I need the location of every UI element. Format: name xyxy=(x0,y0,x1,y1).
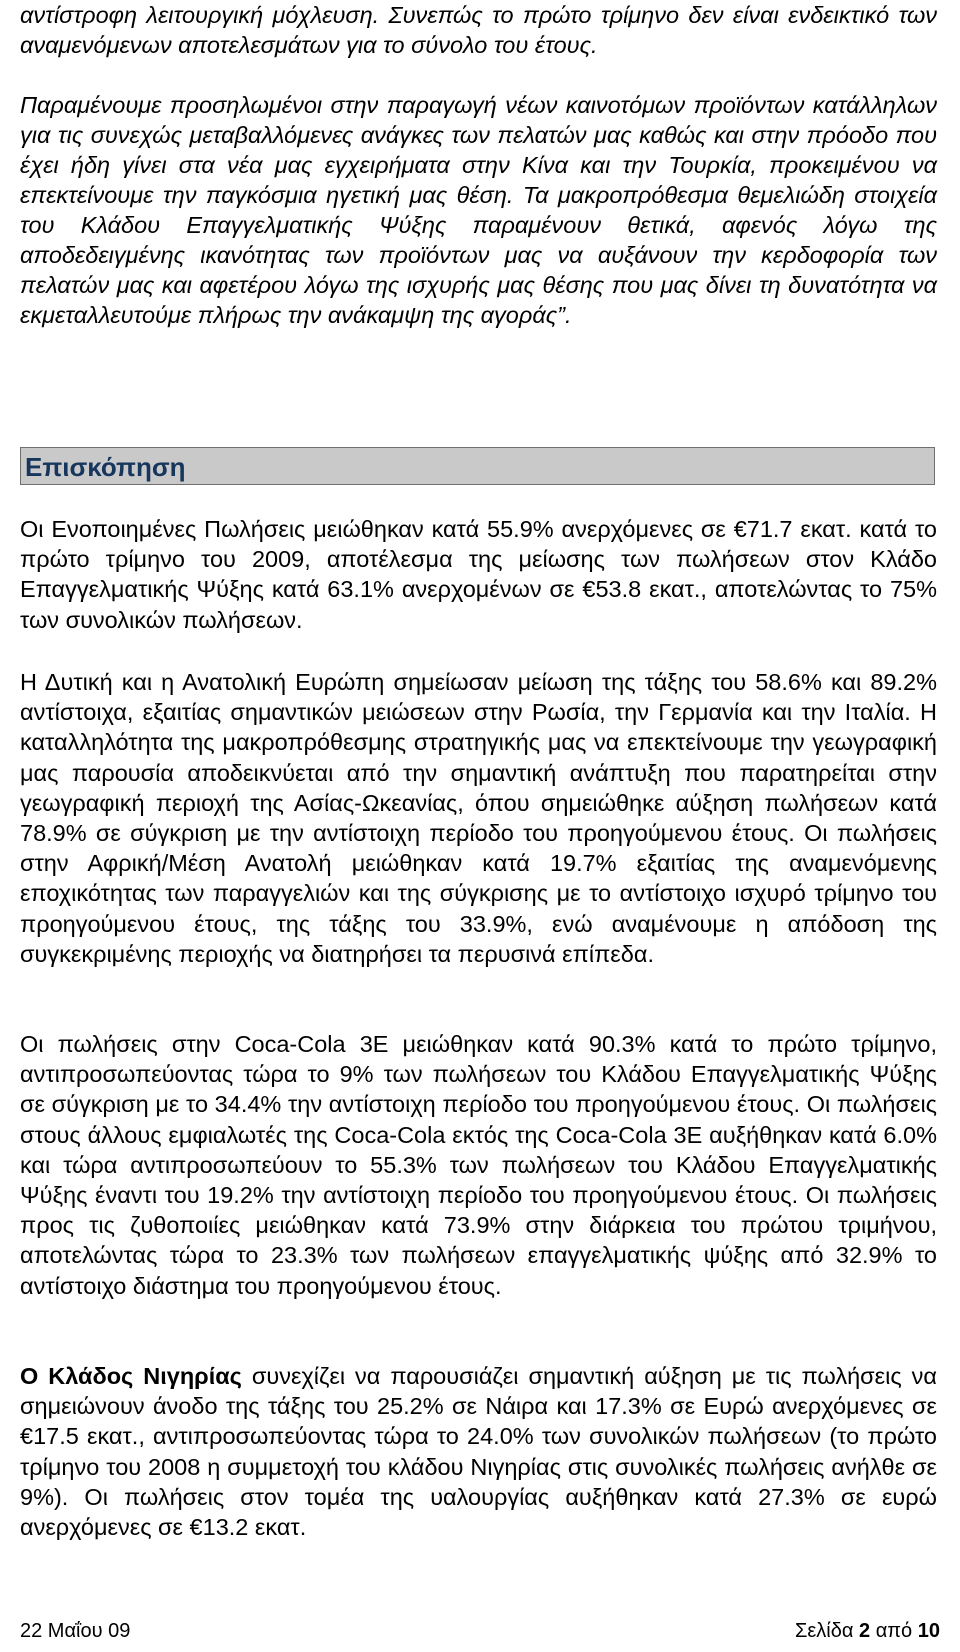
body-paragraph-4 xyxy=(20,1361,937,1542)
footer-page-mid: από xyxy=(870,1620,918,1642)
section-heading-bar xyxy=(20,447,935,485)
section-title: Επισκόπηση xyxy=(25,452,186,482)
body-paragraph-1: Οι Ενοποιημένες Πωλήσεις μειώθηκαν κατά 55.9% ανερχόμενες σε €71.7 εκατ. κατά το πρώτο τρίμηνο του 2009, αποτέλεσμα της μείωσης των πωλήσεων στον Κλάδο Επαγγελματικής Ψύξης κατά 63.1% ανερχομένων σε €53.8 εκατ., αποτελώντας το 75% των συνολικών πωλήσεων. xyxy=(20,516,937,633)
body-paragraph-2: Η Δυτική και η Ανατολική Ευρώπη σημείωσαν μείωση της τάξης του 58.6% και 89.2% αντίστοιχα, εξαιτίας σημαντικών μειώσεων στην Ρωσία, την Γερμανία και την Ιταλία. Η καταλληλότητα της μακροπρόθεσμης στρατηγικής μας να επεκτείνουμε την γεωγραφική μας παρουσία αποδεικνύεται από την σημαντική ανάπτυξη που παρατηρείται στην γεωγραφική περιοχή της Ασίας-Ωκεανίας, όπου σημειώθηκε αύξηση πωλήσεων κατά 78.9% σε σύγκριση με την αντίστοιχη περίοδο του προηγούμενου έτους. Οι πωλήσεις στην Αφρική/Μέση Ανατολή μειώθηκαν κατά 19.7% εξαιτίας της αναμενόμενης εποχικότητας των παραγγελιών και της σύγκρισης με το αντίστοιχο ισχυρό τρίμηνο του προηγούμενου έτους, της τάξης του 33.9%, ενώ αναμένουμε η απόδοση της συγκεκριμένης περιοχής να διατηρήσει τα περυσινά επίπεδα. xyxy=(20,669,937,967)
body-paragraph-4-text: συνεχίζει να παρουσιάζει σημαντική αύξηση με τις πωλήσεις να σημειώνουν άνοδο της τάξης του 25.2% σε Νάιρα και 17.3% σε Ευρώ ανερχόμενες σε €17.5 εκατ., αντιπροσωπεύοντας τώρα το 24.0% των συνολικών πωλήσεων (το πρώτο τρίμηνο του 2008 η συμμετοχή του κλάδου Νιγηρίας στις συνολικές πωλήσεις ανήλθε σε 9%). Οι πωλήσεις στον τομέα της υαλουργίας αυξήθηκαν κατά 27.3% σε ευρώ ανερχόμενες σε €13.2 εκατ. xyxy=(20,1363,937,1541)
footer-page-total: 10 xyxy=(917,1620,940,1642)
document-page xyxy=(20,0,937,1541)
footer-page-prefix: Σελίδα xyxy=(795,1620,860,1642)
footer-date: 22 Μαΐου 09 xyxy=(20,1620,131,1642)
quote-paragraph-2: Παραμένουμε προσηλωμένοι στην παραγωγή νέων καινοτόμων προϊόντων κατάλληλων για τις συνεχώς μεταβαλλόμενες ανάγκες των πελατών μας καθώς και στην πρόοδο που έχει ήδη γίνει στα νέα μας εγχειρήματα στην Κίνα και την Τουρκία, προκειμένου να επεκτείνουμε την παγκόσμια ηγετική μας θέση. Τα μακροπρόθεσμα θεμελιώδη στοιχεία του Κλάδου Επαγγελματικής Ψύξης παραμένουν θετικά, αφενός λόγω της αποδεδειγμένης ικανότητας των προϊόντων μας να αυξάνουν την κερδοφορία των πελατών μας και αφετέρου λόγω της ισχυρής μας θέσης που μας δίνει τη δυνατότητα να εκμεταλλευτούμε πλήρως την ανάκαμψη της αγοράς”. xyxy=(20,92,937,328)
footer-page-number xyxy=(795,1618,940,1644)
footer-page-current: 2 xyxy=(859,1620,871,1642)
body-paragraph-3: Οι πωλήσεις στην Coca-Cola 3E μειώθηκαν κατά 90.3% κατά το πρώτο τρίμηνο, αντιπροσωπεύοντας τώρα το 9% των πωλήσεων του Κλάδου Επαγγελματικής Ψύξης σε σύγκριση με το 34.4% την αντίστοιχη περίοδο του προηγούμενου έτους. Οι πωλήσεις στους άλλους εμφιαλωτές της Coca-Cola εκτός της Coca-Cola 3E αυξήθηκαν κατά 6.0% και τώρα αντιπροσωπεύουν το 55.3% των πωλήσεων του Κλάδου Επαγγελματικής Ψύξης έναντι του 19.2% την αντίστοιχη περίοδο του προηγούμενου έτους. Οι πωλήσεις προς τις ζυθοποιίες μειώθηκαν κατά 73.9% στην διάρκεια του πρώτου τριμήνου, αποτελώντας τώρα το 23.3% των πωλήσεων επαγγελματικής ψύξης από 32.9% το αντίστοιχο διάστημα του προηγούμενου έτους. xyxy=(20,1031,937,1299)
quote-paragraph-1: αντίστροφη λειτουργική μόχλευση. Συνεπώς το πρώτο τρίμηνο δεν είναι ενδεικτικό των αναμενόμενων αποτελεσμάτων για το σύνολο του έτους. xyxy=(20,2,937,58)
nigeria-division-lead: Ο Κλάδος Νιγηρίας xyxy=(20,1363,242,1389)
